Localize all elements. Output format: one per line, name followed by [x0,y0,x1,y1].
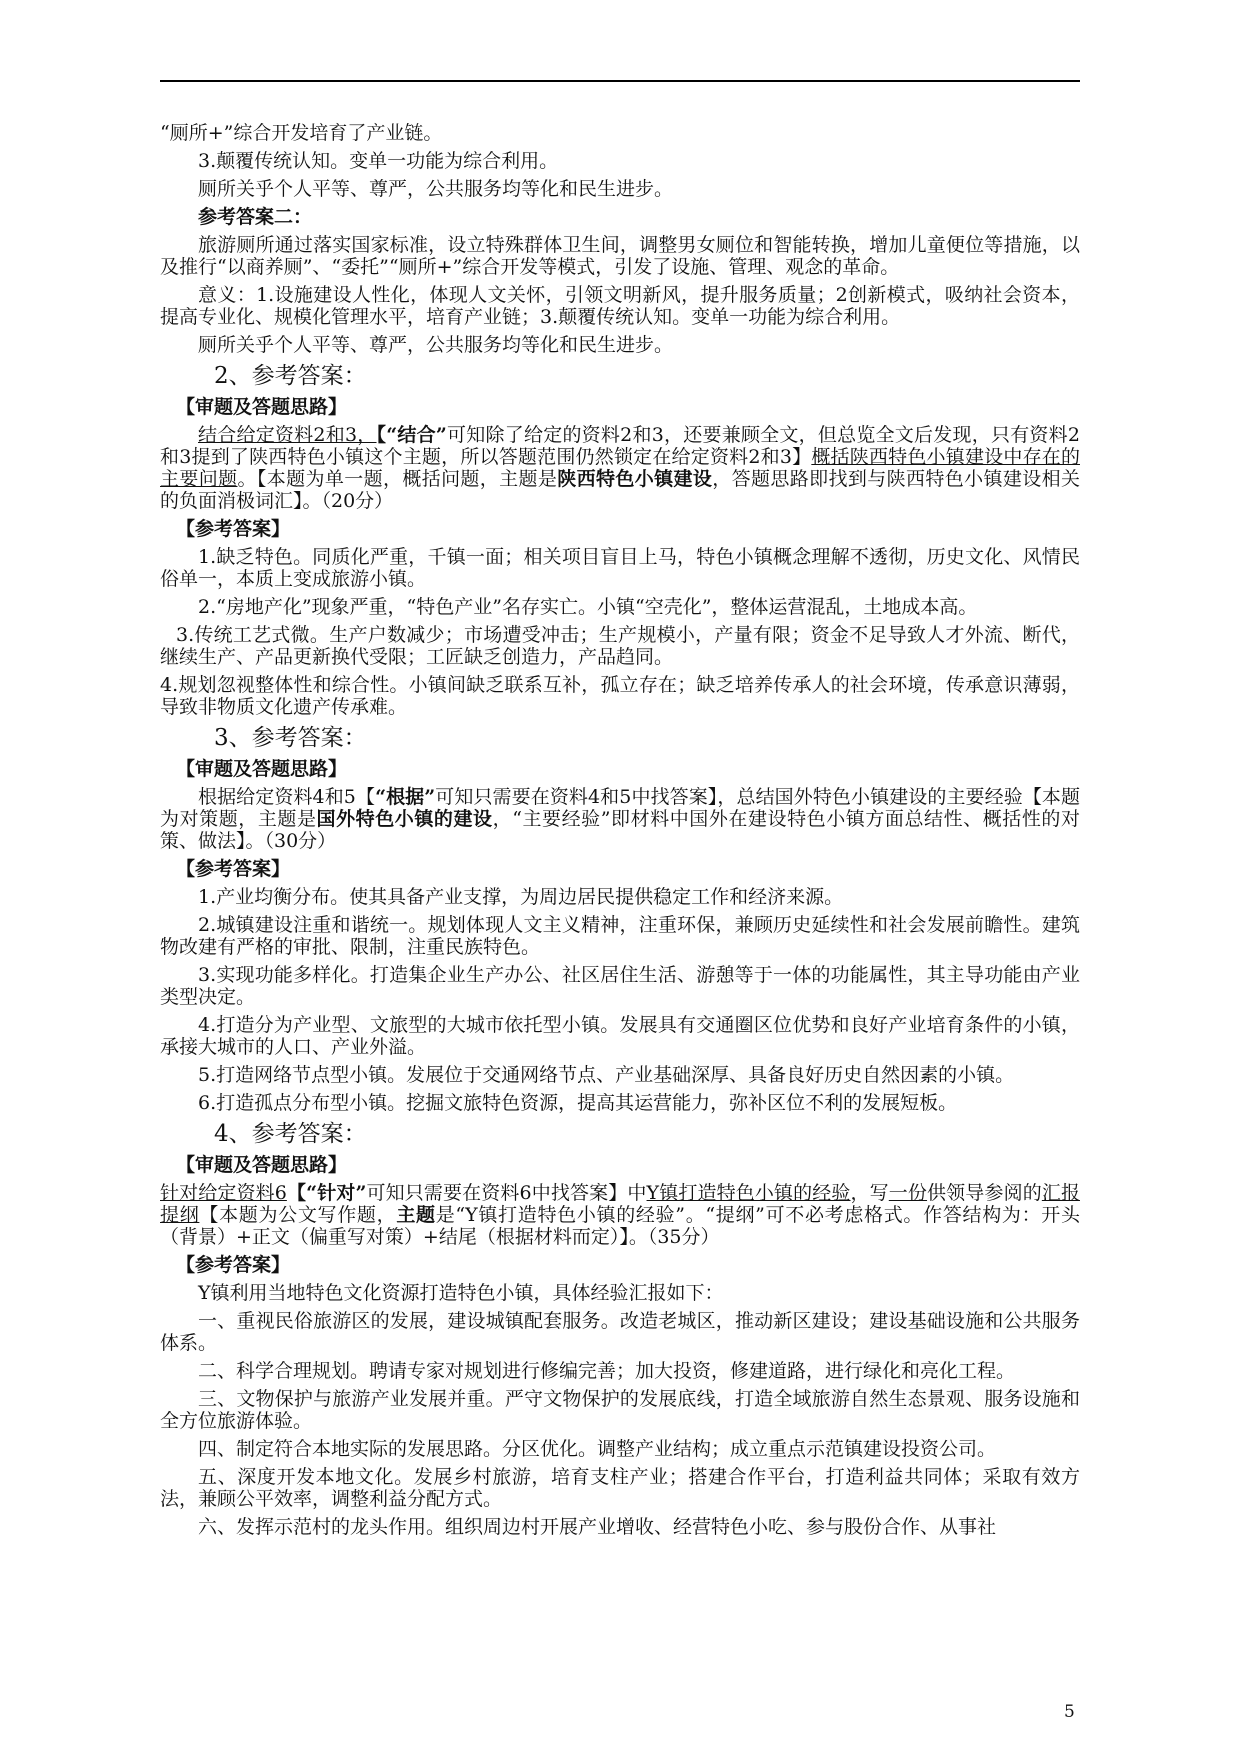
paragraph: 三、文物保护与旅游产业发展并重。严守文物保护的发展底线，打造全域旅游自然生态景观、服务设施和全方位旅游体验。 [160,1388,1080,1432]
paragraph: 厕所关乎个人平等、尊严，公共服务均等化和民生进步。 [198,334,674,356]
text-span: 【本题为公文写作题， [199,1204,397,1226]
paragraph: 6.打造孤点分布型小镇。挖掘文旅特色资源，提高其运营能力，弥补区位不利的发展短板。 [198,1092,958,1114]
text-span: 国外特色小镇的建设 [316,808,493,830]
text-span: Y镇打造特色小镇的经验 [646,1182,851,1204]
text-span: 针对给定资料6 [160,1182,287,1204]
text-span: ，答题思路即找到与陕西特色小镇建设相关的负面消极词汇】。（20分） [160,468,1080,512]
paragraph: 1.产业均衡分布。使其具备产业支撑，为周边居民提供稳定工作和经济来源。 [198,886,844,908]
section-heading-2: 2、参考答案： [214,363,367,389]
text-span: 。【本题为单一题，概括问题，主题是 [237,468,558,490]
text-span: 概括陕西特色小镇建设中存在的主要问题 [160,446,1080,490]
section-heading-4: 4、参考答案： [214,1121,367,1147]
page-number: 5 [1064,1702,1075,1722]
paragraph [160,424,1080,512]
subheading-thinking: 【审题及答题思路】 [176,1154,348,1176]
paragraph: 六、发挥示范村的龙头作用。组织周边村开展产业增收、经营特色小吃、参与股份合作、从事社 [198,1516,997,1538]
paragraph [160,786,1080,852]
text-span: “结合” [386,424,447,446]
subheading-answer: 【参考答案】 [176,1254,291,1276]
paragraph [160,1182,1080,1248]
section-heading-3: 3、参考答案： [214,725,367,751]
text-span: 是“Y镇打造特色小镇的经验”。“提纲”可不必考虑格式。作答结构为：开头（背景）+正文（偏重写对策）+结尾（根据材料而定）】。（35分） [160,1204,1080,1248]
text-span: 供领导参阅的 [927,1182,1042,1204]
subheading-answer-two: 参考答案二： [198,206,313,228]
paragraph: 3.颠覆传统认知。变单一功能为综合利用。 [198,150,559,172]
text-span: ，写 [850,1182,889,1204]
paragraph: 厕所关乎个人平等、尊严，公共服务均等化和民生进步。 [198,178,674,200]
paragraph: 5.打造网络节点型小镇。发展位于交通网络节点、产业基础深厚、具备良好历史自然因素的小镇。 [198,1064,1015,1086]
text-span: ，“主要经验”即材料中国外在建设特色小镇方面总结性、概括性的对策、做法】。（30分） [160,808,1080,852]
text-span: 一份 [888,1182,928,1204]
paragraph: “厕所+”综合开发培育了产业链。 [160,122,443,144]
paragraph: 4.打造分为产业型、文旅型的大城市依托型小镇。发展具有交通圈区位优势和良好产业培育条件的小镇，承接大城市的人口、产业外溢。 [160,1014,1080,1058]
paragraph: 二、科学合理规划。聘请专家对规划进行修编完善；加大投资，修建道路，进行绿化和亮化工程。 [198,1360,1016,1382]
paragraph: Y镇利用当地特色文化资源打造特色小镇，具体经验汇报如下： [198,1282,724,1304]
text-span: “针对” [306,1182,367,1204]
paragraph: 一、重视民俗旅游区的发展，建设城镇配套服务。改造老城区，推动新区建设；建设基础设施和公共服务体系。 [160,1310,1080,1354]
paragraph: 意义：1.设施建设人性化，体现人文关怀，引领文明新风，提升服务质量；2创新模式，吸纳社会资本，提高专业化、规模化管理水平，培育产业链；3.颠覆传统认知。变单一功能为综合利用。 [160,284,1080,328]
subheading-answer: 【参考答案】 [176,518,291,540]
page-body [160,122,1080,1544]
text-span: 根据给定资料4和5【 [198,786,376,808]
text-span: 【 [286,1182,307,1204]
paragraph: 2.城镇建设注重和谐统一。规划体现人文主义精神，注重环保，兼顾历史延续性和社会发展前瞻性。建筑物改建有严格的审批、限制，注重民族特色。 [160,914,1080,958]
text-span: 可知除了给定的资料2和3，还要兼顾全文，但总览全文后发现，只有资料2和3提到了陕西特色小镇这个主题，所以答题范围仍然锁定在给定资料2和3】 [160,424,1080,468]
text-span: 陕西特色小镇建设 [557,468,713,490]
paragraph: 五、深度开发本地文化。发展乡村旅游，培育支柱产业；搭建合作平台，打造利益共同体；采取有效方法，兼顾公平效率，调整利益分配方式。 [160,1466,1080,1510]
paragraph: 4.规划忽视整体性和综合性。小镇间缺乏联系互补，孤立存在；缺乏培养传承人的社会环境，传承意识薄弱，导致非物质文化遗产传承难。 [160,674,1080,718]
paragraph: 1.缺乏特色。同质化严重，千镇一面；相关项目盲目上马，特色小镇概念理解不透彻，历史文化、风情民俗单一，本质上变成旅游小镇。 [160,546,1080,590]
text-span: 可知只需要在资料4和5中找答案】，总结国外特色小镇建设的主要经验【本题为对策题，主题是 [160,786,1080,830]
paragraph: 旅游厕所通过落实国家标准，设立特殊群体卫生间，调整男女厕位和智能转换，增加儿童便位等措施，以及推行“以商养厕”、“委托”“厕所+”综合开发等模式，引发了设施、管理、观念的革命。 [160,234,1080,278]
header-rule [160,80,1080,82]
text-span: “根据” [375,786,436,808]
paragraph: 3.传统工艺式微。生产户数减少；市场遭受冲击；生产规模小，产量有限；资金不足导致人才外流、断代，继续生产、产品更新换代受限；工匠缺乏创造力，产品趋同。 [160,624,1080,668]
text-span: 汇报提纲 [160,1182,1080,1226]
subheading-thinking: 【审题及答题思路】 [176,396,348,418]
subheading-answer: 【参考答案】 [176,858,291,880]
paragraph: 3.实现功能多样化。打造集企业生产办公、社区居住生活、游憩等于一体的功能属性，其主导功能由产业类型决定。 [160,964,1080,1008]
text-span: 可知只需要在资料6中找答案】中 [366,1182,647,1204]
paragraph: 四、制定符合本地实际的发展思路。分区优化。调整产业结构；成立重点示范镇建设投资公司。 [198,1438,997,1460]
text-span: 结合给定资料2和3， [198,424,377,446]
paragraph: 2.“房地产化”现象严重，“特色产业”名存实亡。小镇“空壳化”，整体运营混乱，土地成本高。 [198,596,978,618]
text-span: 【 [376,424,387,446]
text-span: 主题 [396,1204,436,1226]
subheading-thinking: 【审题及答题思路】 [176,758,348,780]
